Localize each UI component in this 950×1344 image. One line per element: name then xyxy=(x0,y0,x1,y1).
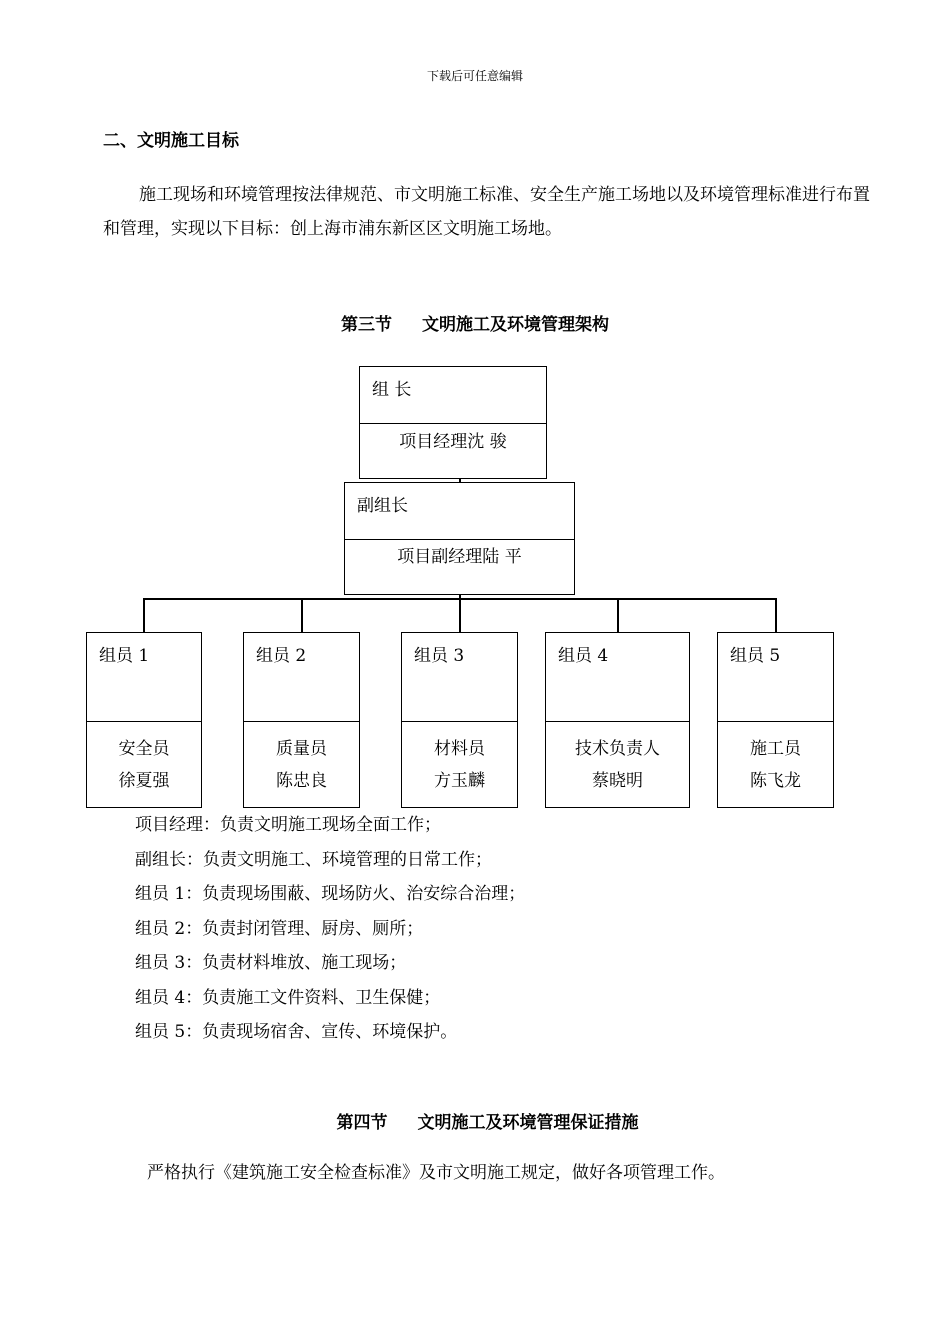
member-position: 安全员 xyxy=(118,739,170,759)
leader-name: 项目经理沈 骏 xyxy=(399,432,507,452)
duty-item: 组员 3：负责材料堆放、施工现场； xyxy=(135,953,407,973)
duties-list xyxy=(135,808,525,1050)
member-name: 徐夏强 xyxy=(118,771,170,791)
member-name: 方玉麟 xyxy=(434,771,485,791)
member-label: 组员 2 xyxy=(256,646,307,666)
member-position: 技术负责人 xyxy=(575,739,660,759)
connector-member-2 xyxy=(301,598,303,634)
duty-item: 组员 1：负责现场围蔽、现场防火、治安综合治理； xyxy=(135,884,526,904)
member-box xyxy=(243,632,360,808)
member-box xyxy=(717,632,834,808)
member-name: 蔡晓明 xyxy=(592,771,643,791)
member-position: 施工员 xyxy=(750,739,801,759)
duty-item: 副组长：负责文明施工、环境管理的日常工作； xyxy=(135,849,492,870)
member-box xyxy=(545,632,690,808)
connector-deputy-trunk xyxy=(459,594,461,634)
member-name: 陈飞龙 xyxy=(750,771,801,791)
member-label: 组员 1 xyxy=(99,646,150,666)
section-paragraph: 施工现场和环境管理按法律规范、市文明施工标准、安全生产施工场地以及环境管理标准进行布置和管理，实现以下目标：创上海市浦东新区区文明施工场地。 xyxy=(103,185,870,239)
duty-item: 组员 4：负责施工文件资料、卫生保健； xyxy=(135,987,441,1008)
connector-member-5 xyxy=(775,598,777,634)
duty-item: 组员 5：负责现场宿舍、宣传、环境保护。 xyxy=(135,1022,458,1042)
member-box xyxy=(401,632,518,808)
connector-member-4 xyxy=(617,598,619,634)
deputy-role: 副组长 xyxy=(357,496,408,516)
section-title xyxy=(0,310,950,335)
section-heading: 二、文明施工目标 xyxy=(103,131,239,151)
section-title-text: 文明施工及环境管理保证措施 xyxy=(417,1113,639,1133)
section-label: 第四节 xyxy=(336,1113,388,1133)
connector-horizontal xyxy=(143,598,776,600)
section-label: 第三节 xyxy=(341,315,392,335)
deputy-box xyxy=(344,482,575,595)
duty-item: 组员 2：负责封闭管理、厨房、厕所； xyxy=(135,918,424,939)
deputy-name: 项目副经理陆 平 xyxy=(397,547,522,567)
connector-member-1 xyxy=(143,598,145,634)
member-position: 质量员 xyxy=(276,739,327,759)
section-title-text: 文明施工及环境管理架构 xyxy=(422,315,609,335)
member-box xyxy=(86,632,202,808)
section-title xyxy=(0,1108,950,1133)
member-position: 材料员 xyxy=(434,739,485,759)
duty-item: 项目经理：负责文明施工现场全面工作； xyxy=(135,815,441,835)
section-paragraph: 严格执行《建筑施工安全检查标准》及市文明施工规定，做好各项管理工作。 xyxy=(147,1163,725,1183)
member-label: 组员 5 xyxy=(730,646,781,666)
member-label: 组员 3 xyxy=(414,646,465,666)
leader-role: 组 长 xyxy=(372,380,412,400)
leader-box xyxy=(359,366,547,479)
member-label: 组员 4 xyxy=(558,646,609,666)
header-note: 下载后可任意编辑 xyxy=(426,69,523,83)
member-name: 陈忠良 xyxy=(276,771,327,791)
